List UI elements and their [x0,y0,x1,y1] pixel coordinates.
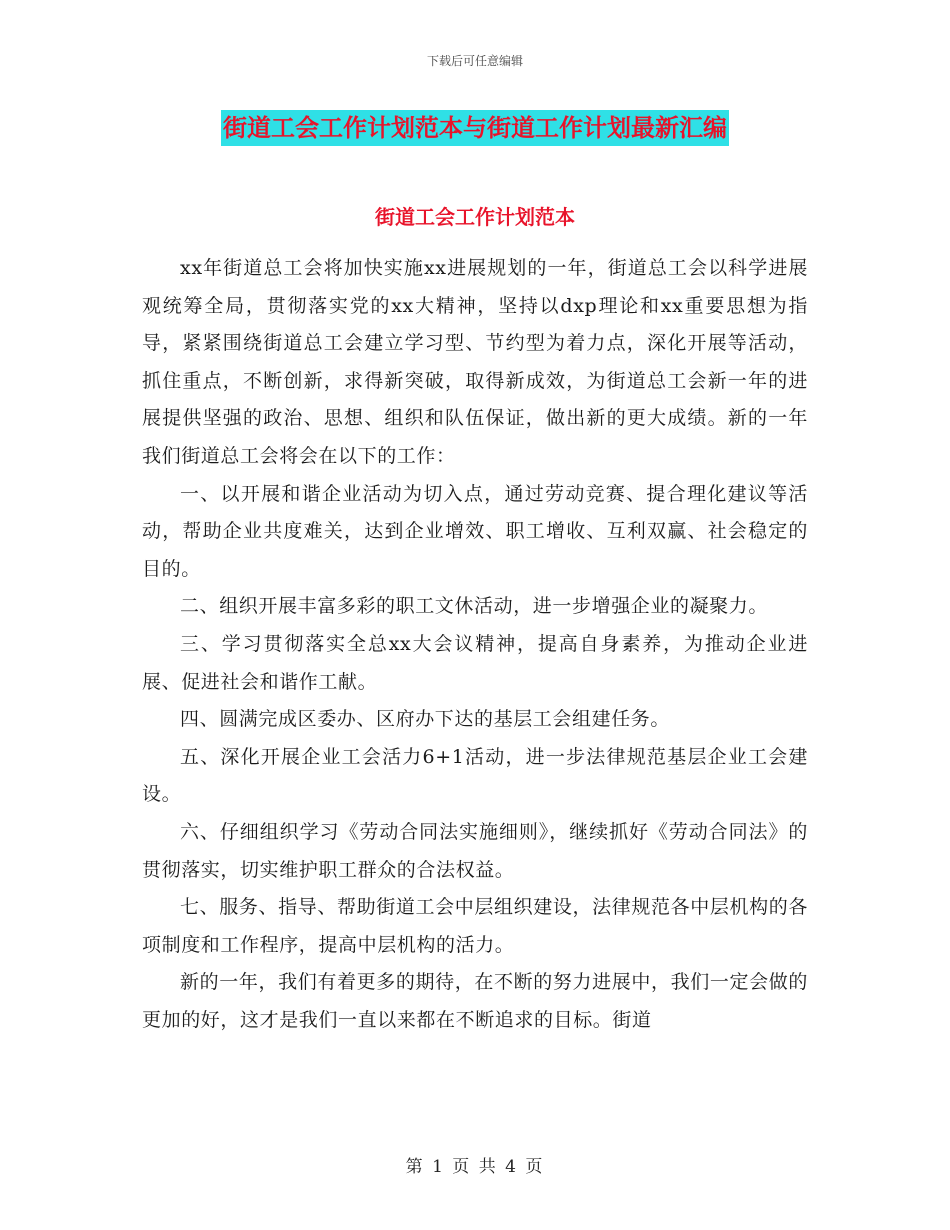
main-title: 街道工会工作计划范本与街道工作计划最新汇编 [221,110,729,146]
paragraph-item-5: 五、深化开展企业工会活力6+1活动，进一步法律规范基层企业工会建设。 [142,745,808,806]
paragraph-closing: 新的一年，我们有着更多的期待，在不断的努力进展中，我们一定会做的更加的好，这才是我们一直以来都在不断追求的目标。街道 [142,971,808,1031]
paragraph-item-7: 七、服务、指导、帮助街道工会中层组织建设，法律规范各中层机构的各项制度和工作程序，提高中层机构的活力。 [142,896,808,956]
paragraph-item-1: 一、以开展和谐企业活动为切入点，通过劳动竞赛、提合理化建议等活动，帮助企业共度难关，达到企业增效、职工增收、互利双赢、社会稳定的目的。 [142,482,808,580]
document-body [142,250,808,1039]
paragraph-item-3: 三、学习贯彻落实全总xx大会议精神，提高自身素养，为推动企业进展、促进社会和谐作工献。 [142,632,808,693]
section-title: 街道工会工作计划范本 [375,205,575,229]
header-note: 下载后可任意编辑 [426,54,523,68]
paragraph-item-2: 二、组织开展丰富多彩的职工文休活动，进一步增强企业的凝聚力。 [180,595,769,618]
paragraph-item-4: 四、圆满完成区委办、区府办下达的基层工会组建任务。 [180,708,671,731]
main-title-container [0,110,950,146]
page-footer: 第 1 页 共 4 页 [405,1157,545,1177]
paragraph-item-6: 六、仔细组织学习《劳动合同法实施细则》，继续抓好《劳动合同法》的贯彻落实，切实维护职工群众的合法权益。 [142,820,808,881]
paragraph-intro: xx年街道总工会将加快实施xx进展规划的一年，街道总工会以科学进展观统筹全局，贯彻落实党的xx大精神，坚持以dxp理论和xx重要思想为指导，紧紧围绕街道总工会建立学习型、节约型为着力点，深化开展等活动，抓住重点，不断创新，求得新突破，取得新成效，为街道总工会新一年的进展提供坚强的政治、思想、组织和队伍保证，做出新的更大成绩。新的一年我们街道总工会将会在以下的工作： [142,257,808,467]
